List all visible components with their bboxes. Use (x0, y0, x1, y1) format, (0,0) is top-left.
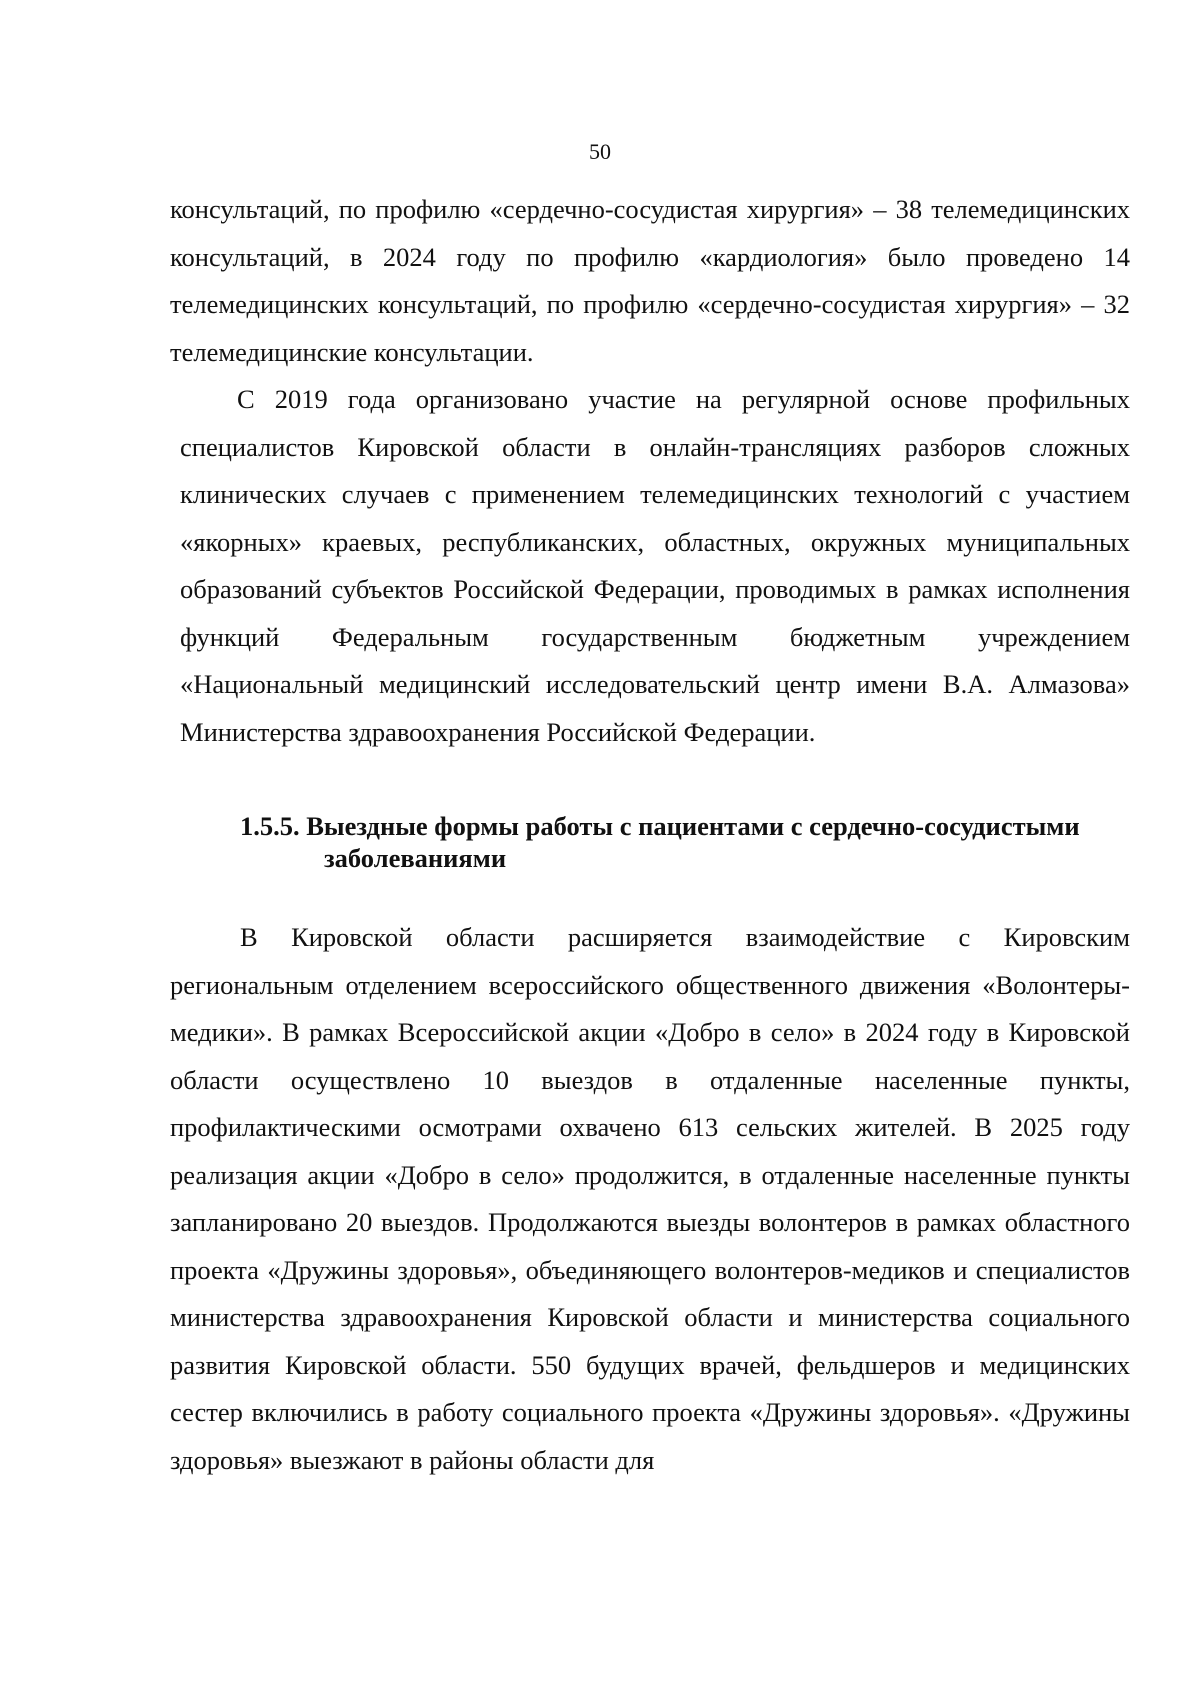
page-number: 50 (589, 139, 611, 164)
paragraph-telemedicine-consultations: консультаций, по профилю «сердечно-сосудистая хирургия» – 38 телемедицинских консультаций, в 2024 году по профилю «кардиология» было проведено 14 телемедицинских консультаций, по профилю «сердечно-сосудистая хирургия» – 32 телемедицинские консультации. (170, 194, 1130, 367)
section-heading: 1.5.5. Выездные формы работы с пациентами с сердечно-сосудистыми заболеваниями (240, 811, 1080, 873)
paragraph-online-broadcasts: С 2019 года организовано участие на регулярной основе профильных специалистов Кировской области в онлайн-трансляциях разборов сложных клинических случаев с применением телемедицинских технологий с участием «якорных» краевых, республиканских, областных, окружных муниципальных образований субъектов Российской Федерации, проводимых в рамках исполнения функций Федеральным государственным бюджетным учреждением «Национальный медицинский исследовательский центр имени В.А. Алмазова» Министерства здравоохранения Российской Федерации. (180, 384, 1130, 747)
paragraph-volunteer-outreach: В Кировской области расширяется взаимодействие с Кировским региональным отделением всероссийского общественного движения «Волонтеры-медики». В рамках Всероссийской акции «Добро в село» в 2024 году в Кировской области осуществлено 10 выездов в отдаленные населенные пункты, профилактическими осмотрами охвачено 613 сельских жителей. В 2025 году реализация акции «Добро в село» продолжится, в отдаленные населенные пункты запланировано 20 выездов. Продолжаются выезды волонтеров в рамках областного проекта «Дружины здоровья», объединяющего волонтеров-медиков и специалистов министерства здравоохранения Кировской области и министерства социального развития Кировской области. 550 будущих врачей, фельдшеров и медицинских сестер включились в работу социального проекта «Дружины здоровья». «Дружины здоровья» выезжают в районы области для (170, 922, 1130, 1475)
